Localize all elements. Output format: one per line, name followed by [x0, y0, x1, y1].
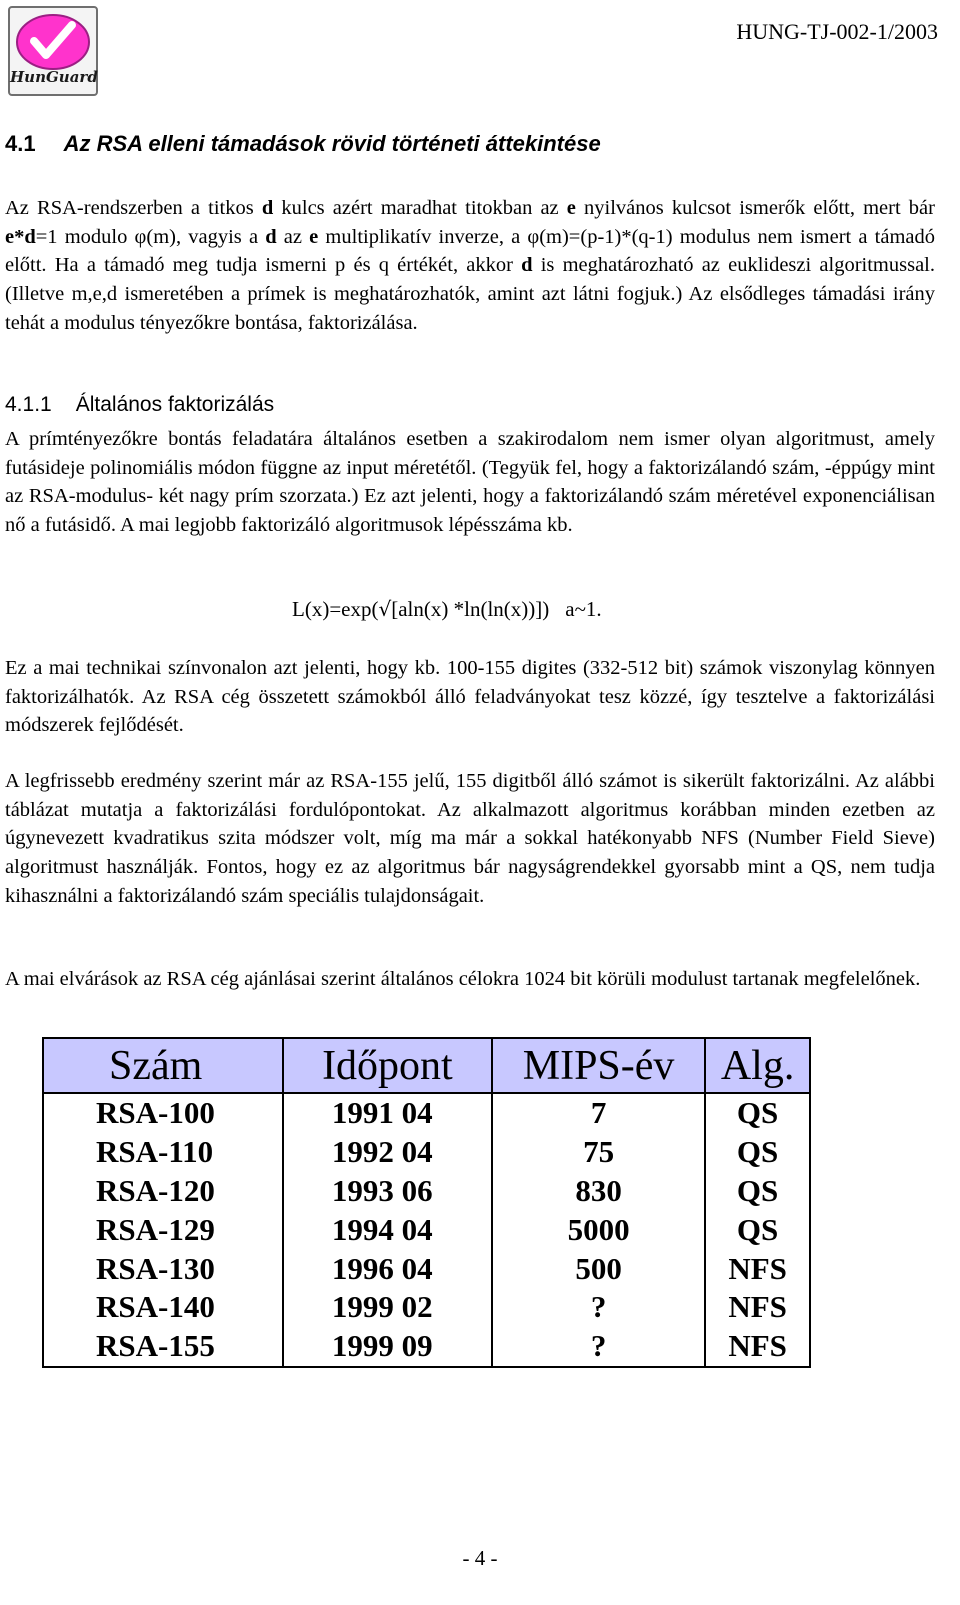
- cell-date: 1996 04: [283, 1249, 492, 1288]
- hunguard-logo: [8, 6, 98, 96]
- table-row: [43, 1210, 810, 1249]
- cell-alg: NFS: [705, 1249, 810, 1288]
- complexity-formula: L(x)=exp(√[aln(x) *ln(ln(x))]) a~1.: [292, 597, 602, 621]
- subsection-number: 4.1.1: [5, 393, 52, 416]
- cell-date: 1993 06: [283, 1172, 492, 1211]
- cell-date: 1992 04: [283, 1133, 492, 1172]
- rsa-factorization-table: [42, 1037, 811, 1368]
- section-title: Az RSA elleni támadások rövid történeti áttekintése: [63, 131, 601, 156]
- table-row: [43, 1172, 810, 1211]
- page-number: - 4 -: [462, 1546, 498, 1570]
- cell-alg: QS: [705, 1133, 810, 1172]
- logo-text: HunGuard: [10, 68, 98, 86]
- cell-number: RSA-120: [43, 1172, 283, 1211]
- cell-mips: ?: [492, 1288, 705, 1327]
- paragraph-factorization: A prímtényezőkre bontás feladatára általános esetben a szakirodalom nem ismer olyan algoritmust, amely futásideje polinomiális módon függne az input méretétől. (Tegyük fel, hogy a faktorizálandó szám, -éppúgy mint az RSA-modulus- két nagy prím szorzata.) Ez azt jelenti, hogy a faktorizálandó szám méretével exponenciálisan nő a futásidő. A mai legjobb faktorizáló algoritmusok lépésszáma kb.: [5, 428, 935, 537]
- cell-mips: 830: [492, 1172, 705, 1211]
- cell-date: 1991 04: [283, 1093, 492, 1133]
- table-row: [43, 1093, 810, 1133]
- section-heading: [5, 131, 601, 157]
- cell-mips: 500: [492, 1249, 705, 1288]
- cell-alg: QS: [705, 1172, 810, 1211]
- cell-mips: 5000: [492, 1210, 705, 1249]
- table-row: [43, 1288, 810, 1327]
- subsection-title: Általános faktorizálás: [75, 393, 275, 416]
- cell-number: RSA-100: [43, 1093, 283, 1133]
- paragraph-recommendation: A mai elvárások az RSA cég ajánlásai szerint általános célokra 1024 bit körüli modulust tartanak megfelelőnek.: [5, 968, 921, 990]
- cell-date: 1994 04: [283, 1210, 492, 1249]
- cell-number: RSA-110: [43, 1133, 283, 1172]
- cell-alg: NFS: [705, 1288, 810, 1327]
- cell-alg: QS: [705, 1210, 810, 1249]
- cell-date: 1999 09: [283, 1327, 492, 1367]
- header-mips-ev: MIPS-év: [492, 1038, 705, 1093]
- cell-mips: 75: [492, 1133, 705, 1172]
- cell-number: RSA-140: [43, 1288, 283, 1327]
- header-alg: Alg.: [705, 1038, 810, 1093]
- cell-alg: QS: [705, 1093, 810, 1133]
- cell-alg: NFS: [705, 1327, 810, 1367]
- cell-number: RSA-155: [43, 1327, 283, 1367]
- paragraph-latest-result: A legfrissebb eredmény szerint már az RSA-155 jelű, 155 digitből álló számot is sikerült faktorizálni. Az alábbi táblázat mutatja a faktorizálási fordulópontokat. Az alkalmazott algoritmus korábban minden ezetben az úgynevezett kvadratikus szita módszer volt, míg ma már a sokkal hatékonyabb NFS (Number Field Sieve) algoritmust használják. Fontos, hogy ez az algoritmus bár nagyságrendekkel gyorsabb mint a QS, nem tudja kihasználni a faktorizálandó szám speciális tulajdonságait.: [5, 770, 935, 907]
- table-header-row: [43, 1038, 810, 1093]
- subsection-heading: [5, 393, 274, 417]
- table-row: [43, 1327, 810, 1367]
- table-row: [43, 1133, 810, 1172]
- header-szam: Szám: [43, 1038, 283, 1093]
- paragraph-rsa-intro: Az RSA-rendszerben a titkos d kulcs azért maradhat titokban az e nyilvános kulcsot ismerők előtt, mert bár e*d=1 modulo φ(m), vagyis a d az e multiplikatív inverze, a φ(m)=(p-1)*(q-1) modulus nem ismert a támadó előtt. Ha a támadó meg tudja ismerni p és q értékét, akkor d is meghatározható az euklideszi algoritmussal. (Illetve m,e,d ismeretében a prímek is meghatározhatók, amint azt látni fogjuk.) Az elsődleges támadási irány tehát a modulus tényezőkre bontása, faktorizálása.: [5, 197, 935, 334]
- section-number: 4.1: [5, 131, 36, 156]
- cell-mips: ?: [492, 1327, 705, 1367]
- paragraph-current-level: Ez a mai technikai színvonalon azt jelenti, hogy kb. 100-155 digites (332-512 bit) számok viszonylag könnyen faktorizálhatók. Az RSA cég összetett számokból álló feladványokat tesz közzé, így tesztelve a faktorizálási módszerek fejlődését.: [5, 657, 935, 737]
- document-code: HUNG-TJ-002-1/2003: [736, 19, 938, 44]
- cell-number: RSA-130: [43, 1249, 283, 1288]
- cell-mips: 7: [492, 1093, 705, 1133]
- cell-number: RSA-129: [43, 1210, 283, 1249]
- sqrt-symbol: √: [378, 597, 392, 621]
- cell-date: 1999 02: [283, 1288, 492, 1327]
- header-idopont: Időpont: [283, 1038, 492, 1093]
- table-row: [43, 1249, 810, 1288]
